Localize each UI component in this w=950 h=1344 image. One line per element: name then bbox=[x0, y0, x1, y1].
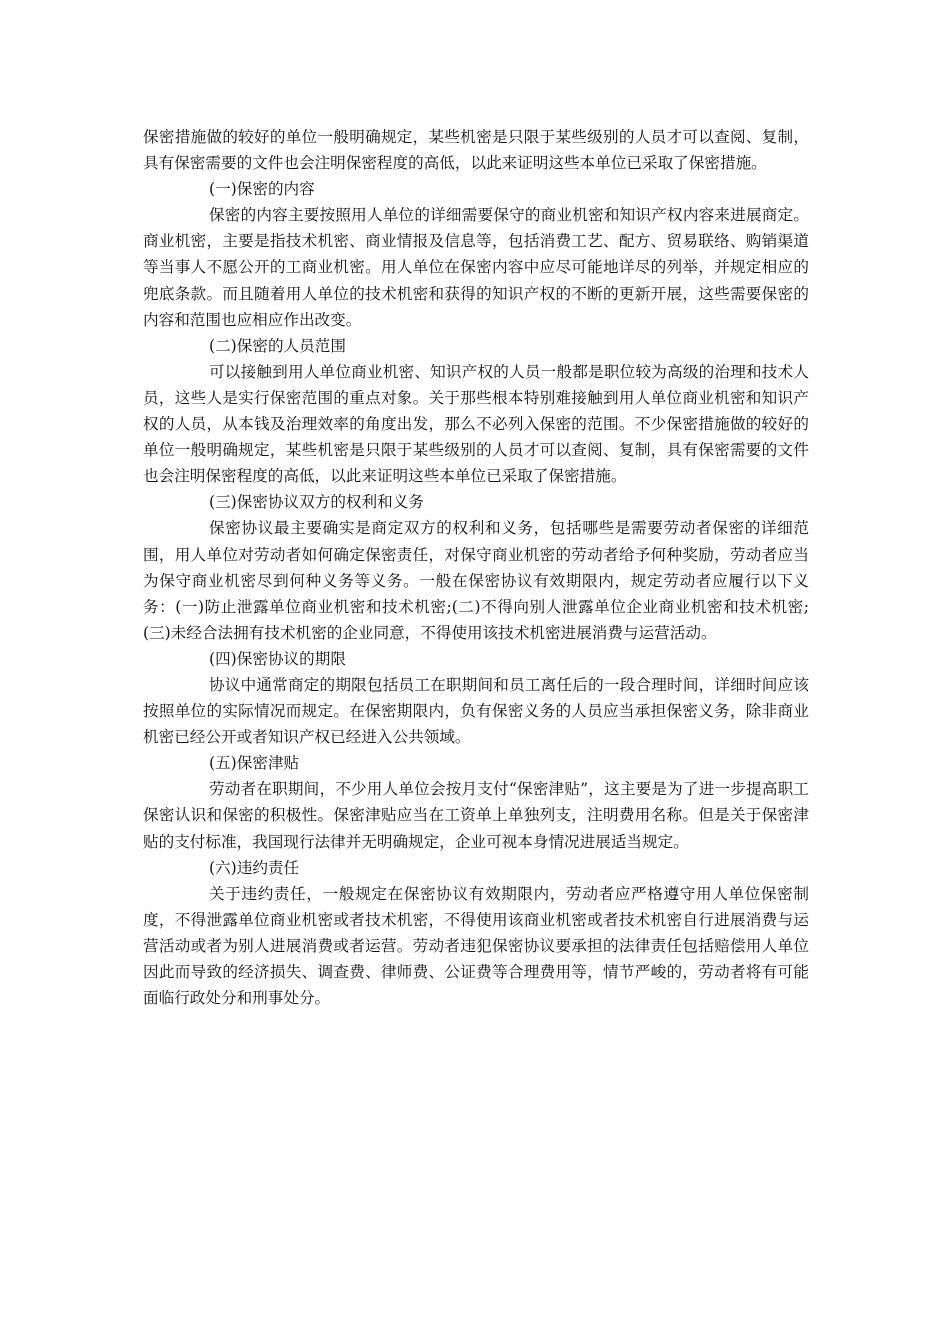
section-heading-1: (一)保密的内容 bbox=[209, 180, 315, 199]
section-heading-5: (五)保密津贴 bbox=[209, 754, 300, 773]
section-heading-2: (二)保密的人员范围 bbox=[209, 336, 346, 355]
section-body-4: 协议中通常商定的期限包括员工在职期间和员工离任后的一段合理时间，详细时间应该按照单位的实际情况而规定。在保密期限内，负有保密义务的人员应当承担保密义务，除非商业机密已经公开或者知识产权已经进入公共领域。 bbox=[143, 675, 809, 747]
document-page bbox=[143, 124, 809, 1011]
section-body-6: 关于违约责任，一般规定在保密协议有效期限内，劳动者应严格遵守用人单位保密制度，不得泄露单位商业机密或者技术机密，不得使用该商业机密或者技术机密自行进展消费与运营活动或者为别人进展消费或者运营。劳动者违犯保密协议要承担的法律责任包括赔偿用人单位因此而导致的经济损失、调查费、律师费、公证费等合理费用等，情节严峻的，劳动者将有可能面临行政处分和刑事处分。 bbox=[143, 884, 809, 1008]
section-body-2: 可以接触到用人单位商业机密、知识产权的人员一般都是职位较为高级的治理和技术人员，这些人是实行保密范围的重点对象。关于那些根本特别难接触到用人单位商业机密和知识产权的人员，从本钱及治理效率的角度出发，那么不必列入保密的范围。不少保密措施做的较好的单位一般明确规定，某些机密是只限于某些级别的人员才可以查阅、复制，具有保密需要的文件也会注明保密程度的高低，以此来证明这些本单位已采取了保密措施。 bbox=[143, 362, 809, 486]
section-heading-6: (六)违约责任 bbox=[209, 858, 300, 877]
section-body-5: 劳动者在职期间，不少用人单位会按月支付“保密津贴”，这主要是为了进一步提高职工保密认识和保密的积极性。保密津贴应当在工资单上单独列支，注明费用名称。但是关于保密津贴的支付标准，我国现行法律并无明确规定，企业可视本身情况进展适当规定。 bbox=[143, 780, 809, 851]
intro-paragraph: 保密措施做的较好的单位一般明确规定，某些机密是只限于某些级别的人员才可以查阅、复制，具有保密需要的文件也会注明保密程度的高低，以此来证明这些本单位已采取了保密措施。 bbox=[143, 128, 809, 173]
section-body-1: 保密的内容主要按照用人单位的详细需要保守的商业机密和知识产权内容来进展商定。商业机密，主要是指技术机密、商业情报及信息等，包括消费工艺、配方、贸易联络、购销渠道等当事人不愿公开的工商业机密。用人单位在保密内容中应尽可能地详尽的列举，并规定相应的兜底条款。而且随着用人单位的技术机密和获得的知识产权的不断的更新开展，这些需要保密的内容和范围也应相应作出改变。 bbox=[143, 206, 809, 329]
section-heading-4: (四)保密协议的期限 bbox=[209, 649, 346, 668]
section-heading-3: (三)保密协议双方的权利和义务 bbox=[209, 493, 424, 512]
section-body-3: 保密协议最主要确实是商定双方的权利和义务，包括哪些是需要劳动者保密的详细范围，用人单位对劳动者如何确定保密责任，对保守商业机密的劳动者给予何种奖励，劳动者应当为保守商业机密尽到何种义务等义务。一般在保密协议有效期限内，规定劳动者应履行以下义务：(一)防止泄露单位商业机密和技术机密;(二)不得向别人泄露单位企业商业机密和技术机密;(三)未经合法拥有技术机密的企业同意，不得使用该技术机密进展消费与运营活动。 bbox=[143, 519, 809, 642]
